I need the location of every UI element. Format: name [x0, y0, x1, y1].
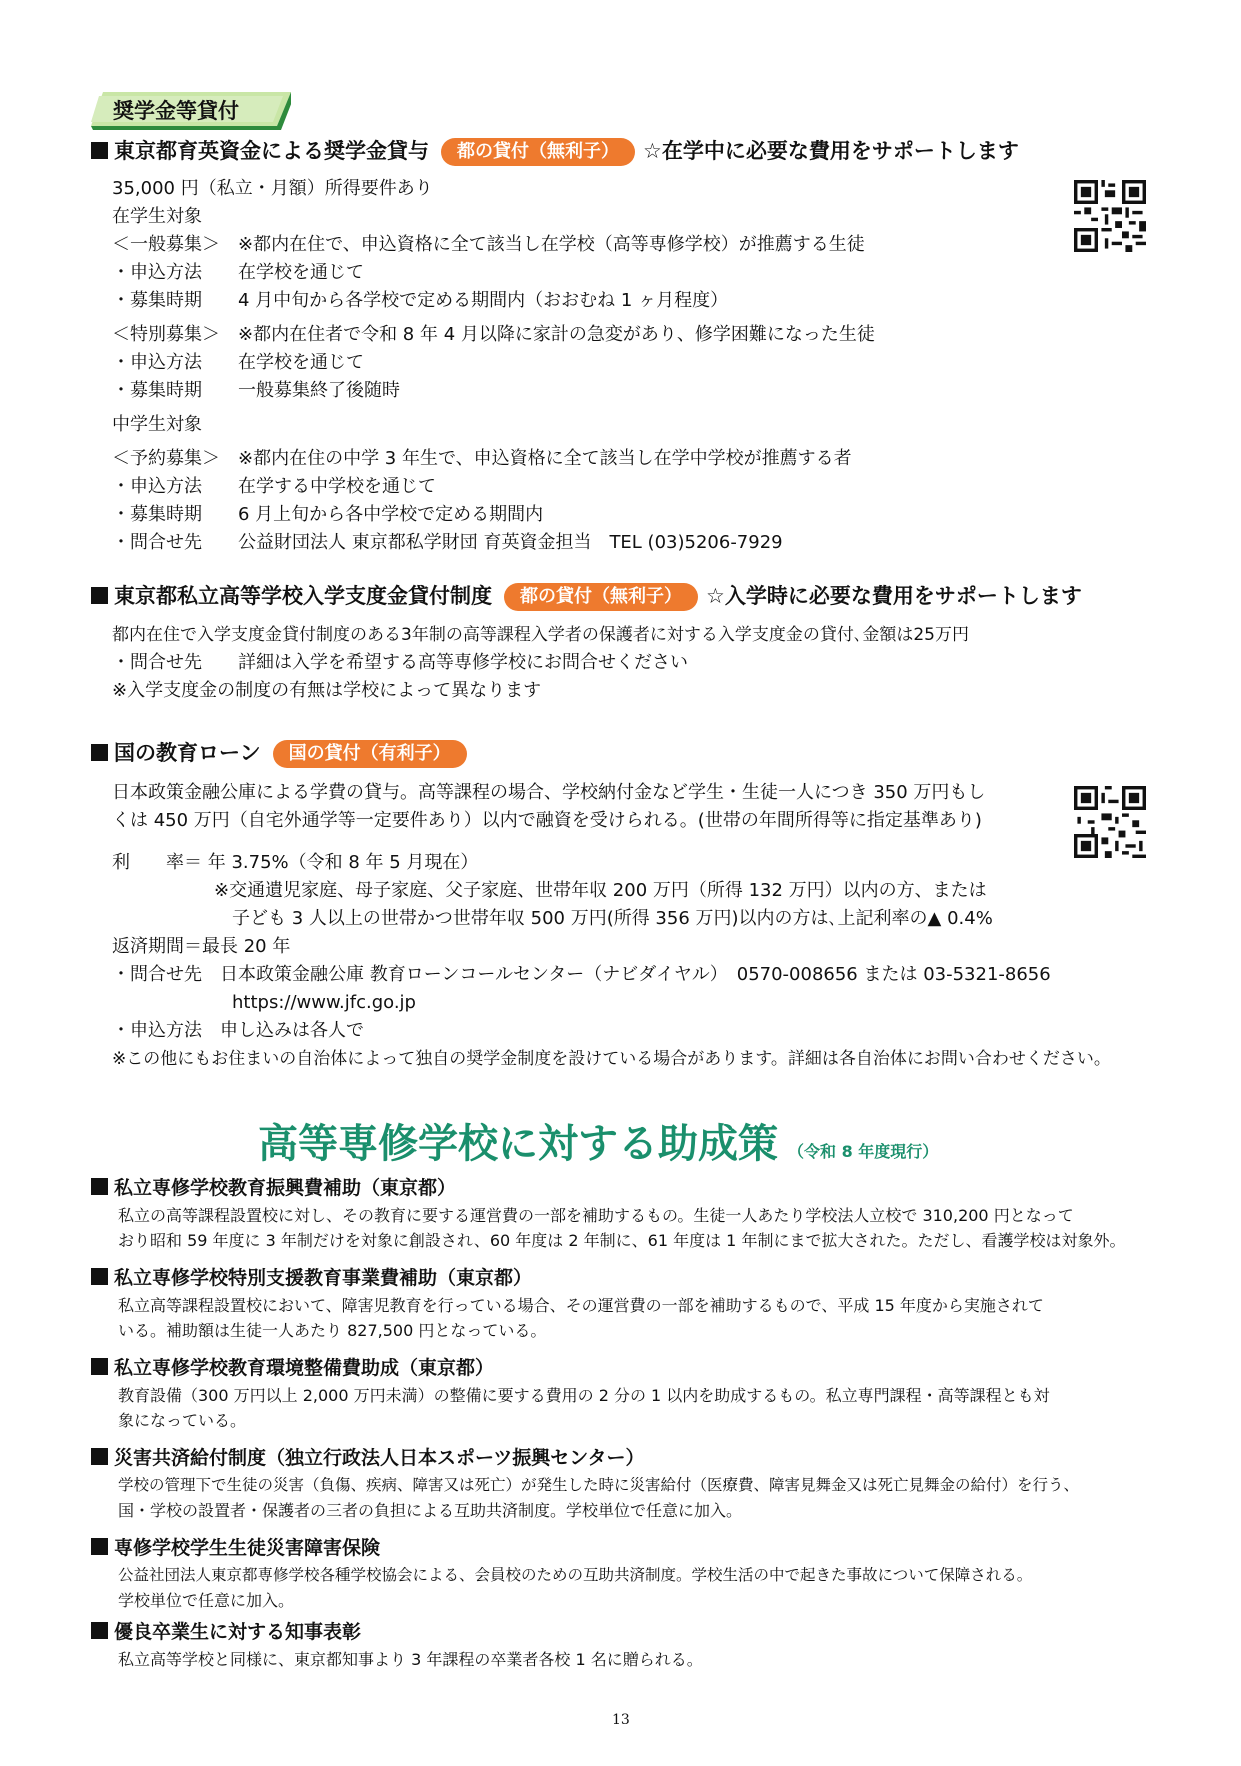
s1-line: ・申込方法 在学する中学校を通じて: [112, 476, 436, 497]
square-bullet-icon: [91, 744, 108, 761]
s1-badge: 都の貸付（無利子）: [441, 138, 635, 166]
s2-tagline: ☆入学時に必要な費用をサポートします: [706, 584, 1082, 608]
square-bullet-icon: [91, 142, 108, 159]
qr-code-icon: [1074, 180, 1146, 252]
s3-url: https://www.jfc.go.jp: [232, 992, 416, 1013]
subsidy-title: [91, 1536, 380, 1560]
page-number: 13: [612, 1712, 630, 1728]
s2-line: ※入学支度金の制度の有無は学校によって異なります: [112, 680, 542, 701]
subsidy-title: [91, 1266, 532, 1290]
square-bullet-icon: [91, 1178, 108, 1195]
subsidy-title-text: 災害共済給付制度（独立行政法人日本スポーツ振興センター）: [114, 1447, 645, 1469]
subsidy-title-text: 専修学校学生生徒災害障害保険: [114, 1537, 381, 1559]
square-bullet-icon: [91, 587, 108, 604]
subsidy-line: 教育設備（300 万円以上 2,000 万円未満）の整備に要する費用の 2 分の 1 以内を助成するもの。私立専門課程・高等課程とも対: [118, 1386, 1050, 1405]
s3-line: 子ども 3 人以上の世帯かつ世帯年収 500 万円(所得 356 万円)以内の方は､上記利率の▲ 0.4%: [232, 908, 993, 929]
s2-badge: 都の貸付（無利子）: [504, 583, 698, 611]
s1-line: ＜一般募集＞ ※都内在住で、申込資格に全て該当し在学校（高等専修学校）が推薦する生徒: [112, 234, 865, 255]
s2-line: 都内在住で入学支度金貸付制度のある3年制の高等課程入学者の保護者に対する入学支度金の貸付､金額は25万円: [112, 625, 969, 645]
square-bullet-icon: [91, 1538, 108, 1555]
section-tab: [91, 90, 291, 130]
subsidy-line: 私立の高等課程設置校に対し、その教育に要する運営費の一部を補助するもの。生徒一人あたり学校法人立校で 310,200 円となって: [118, 1206, 1074, 1225]
subsidy-title-text: 私立専修学校教育環境整備費助成（東京都）: [114, 1357, 495, 1379]
s1-line: 在学生対象: [112, 206, 202, 227]
s3-line: ・問合せ先 日本政策金融公庫 教育ローンコールセンター（ナビダイヤル） 0570-008656 または 03-5321-8656: [112, 964, 1051, 985]
square-bullet-icon: [91, 1448, 108, 1465]
s1-line: ・申込方法 在学校を通じて: [112, 262, 364, 283]
subsidy-title-text: 優良卒業生に対する知事表彰: [114, 1621, 362, 1643]
subsidy-title: [91, 1620, 361, 1644]
s1-line: ＜特別募集＞ ※都内在住者で令和 8 年 4 月以降に家計の急変があり、修学困難になった生徒: [112, 324, 875, 345]
tab-label: 奨学金等貸付: [113, 99, 239, 123]
subsidy-title: [91, 1176, 456, 1200]
s3-heading: [91, 740, 475, 768]
subsidy-line: 国・学校の設置者・保護者の三者の負担による互助共済制度。学校単位で任意に加入。: [118, 1501, 743, 1520]
heading-note: （令和 8 年度現行）: [788, 1142, 939, 1161]
heading-title: 高等専修学校に対する助成策: [258, 1121, 778, 1167]
s3-line: ※交通遺児家庭、母子家庭、父子家庭、世帯年収 200 万円（所得 132 万円）以内の方、または: [214, 880, 987, 901]
s1-line: 35,000 円（私立・月額）所得要件あり: [112, 178, 433, 199]
subsidy-line: 私立高等課程設置校において、障害児教育を行っている場合、その運営費の一部を補助するもので、平成 15 年度から実施されて: [118, 1296, 1044, 1315]
qr-code-icon: [1074, 786, 1146, 858]
s1-line: ・募集時期 一般募集終了後随時: [112, 380, 400, 401]
subsidy-title-text: 私立専修学校教育振興費補助（東京都）: [114, 1177, 457, 1199]
page-section-heading: [258, 1120, 938, 1168]
s1-line: ＜予約募集＞ ※都内在住の中学 3 年生で、申込資格に全て該当し在学中学校が推薦する者: [112, 448, 852, 469]
subsidy-line: 象になっている。: [118, 1411, 247, 1430]
square-bullet-icon: [91, 1268, 108, 1285]
square-bullet-icon: [91, 1358, 108, 1375]
subsidy-line: 学校単位で任意に加入。: [118, 1591, 295, 1610]
s1-line: ・募集時期 6 月上旬から各中学校で定める期間内: [112, 504, 544, 525]
subsidy-line: 学校の管理下で生徒の災害（負傷、疾病、障害又は死亡）が発生した時に災害給付（医療費、障害見舞金又は死亡見舞金の給付）を行う、: [118, 1476, 1080, 1494]
s1-line: ・申込方法 在学校を通じて: [112, 352, 364, 373]
s1-title: 東京都育英資金による奨学金貸与: [114, 139, 429, 163]
s1-tagline: ☆在学中に必要な費用をサポートします: [643, 139, 1019, 163]
subsidy-title: [91, 1356, 494, 1380]
s1-heading: [91, 138, 1019, 166]
s3-title: 国の教育ローン: [114, 741, 261, 765]
subsidy-line: 公益社団法人東京都専修学校各種学校協会による、会員校のための互助共済制度。学校生活の中で起きた事故について保障される。: [118, 1566, 1033, 1584]
subsidy-line: いる。補助額は生徒一人あたり 827,500 円となっている。: [118, 1321, 547, 1340]
s2-line: ・問合せ先 詳細は入学を希望する高等専修学校にお問合せください: [112, 652, 688, 673]
s3-badge: 国の貸付（有利子）: [273, 740, 467, 768]
s3-line: くは 450 万円（自宅外通学等一定要件あり）以内で融資を受けられる。(世帯の年間所得等に指定基準あり): [112, 810, 982, 831]
s1-line: ・募集時期 4 月中旬から各学校で定める期間内（おおむね 1 ヶ月程度）: [112, 290, 729, 311]
square-bullet-icon: [91, 1622, 108, 1639]
subsidy-title-text: 私立専修学校特別支援教育事業費補助（東京都）: [114, 1267, 533, 1289]
s1-line: 中学生対象: [112, 414, 202, 435]
s3-line: 日本政策金融公庫による学費の貸与。高等課程の場合、学校納付金など学生・生徒一人につき 350 万円もし: [112, 782, 986, 803]
s3-line: 返済期間＝最長 20 年: [112, 936, 291, 957]
s2-title: 東京都私立高等学校入学支度金貸付制度: [114, 584, 492, 608]
subsidy-title: [91, 1446, 644, 1470]
s2-heading: [91, 583, 1082, 611]
subsidy-line: おり昭和 59 年度に 3 年制だけを対象に創設され、60 年度は 2 年制に、61 年度は 1 年制にまで拡大された。ただし、看護学校は対象外。: [118, 1231, 1126, 1250]
s3-line: 利 率＝ 年 3.75%（令和 8 年 5 月現在）: [112, 852, 479, 873]
s3-note: ※この他にもお住まいの自治体によって独自の奨学金制度を設けている場合があります。詳細は各自治体にお問い合わせください。: [112, 1049, 1111, 1069]
subsidy-line: 私立高等学校と同様に、東京都知事より 3 年課程の卒業者各校 1 名に贈られる。: [118, 1650, 703, 1669]
s3-line: ・申込方法 申し込みは各人で: [112, 1020, 364, 1041]
s1-line: ・問合せ先 公益財団法人 東京都私学財団 育英資金担当 TEL (03)5206-7929: [112, 532, 783, 553]
